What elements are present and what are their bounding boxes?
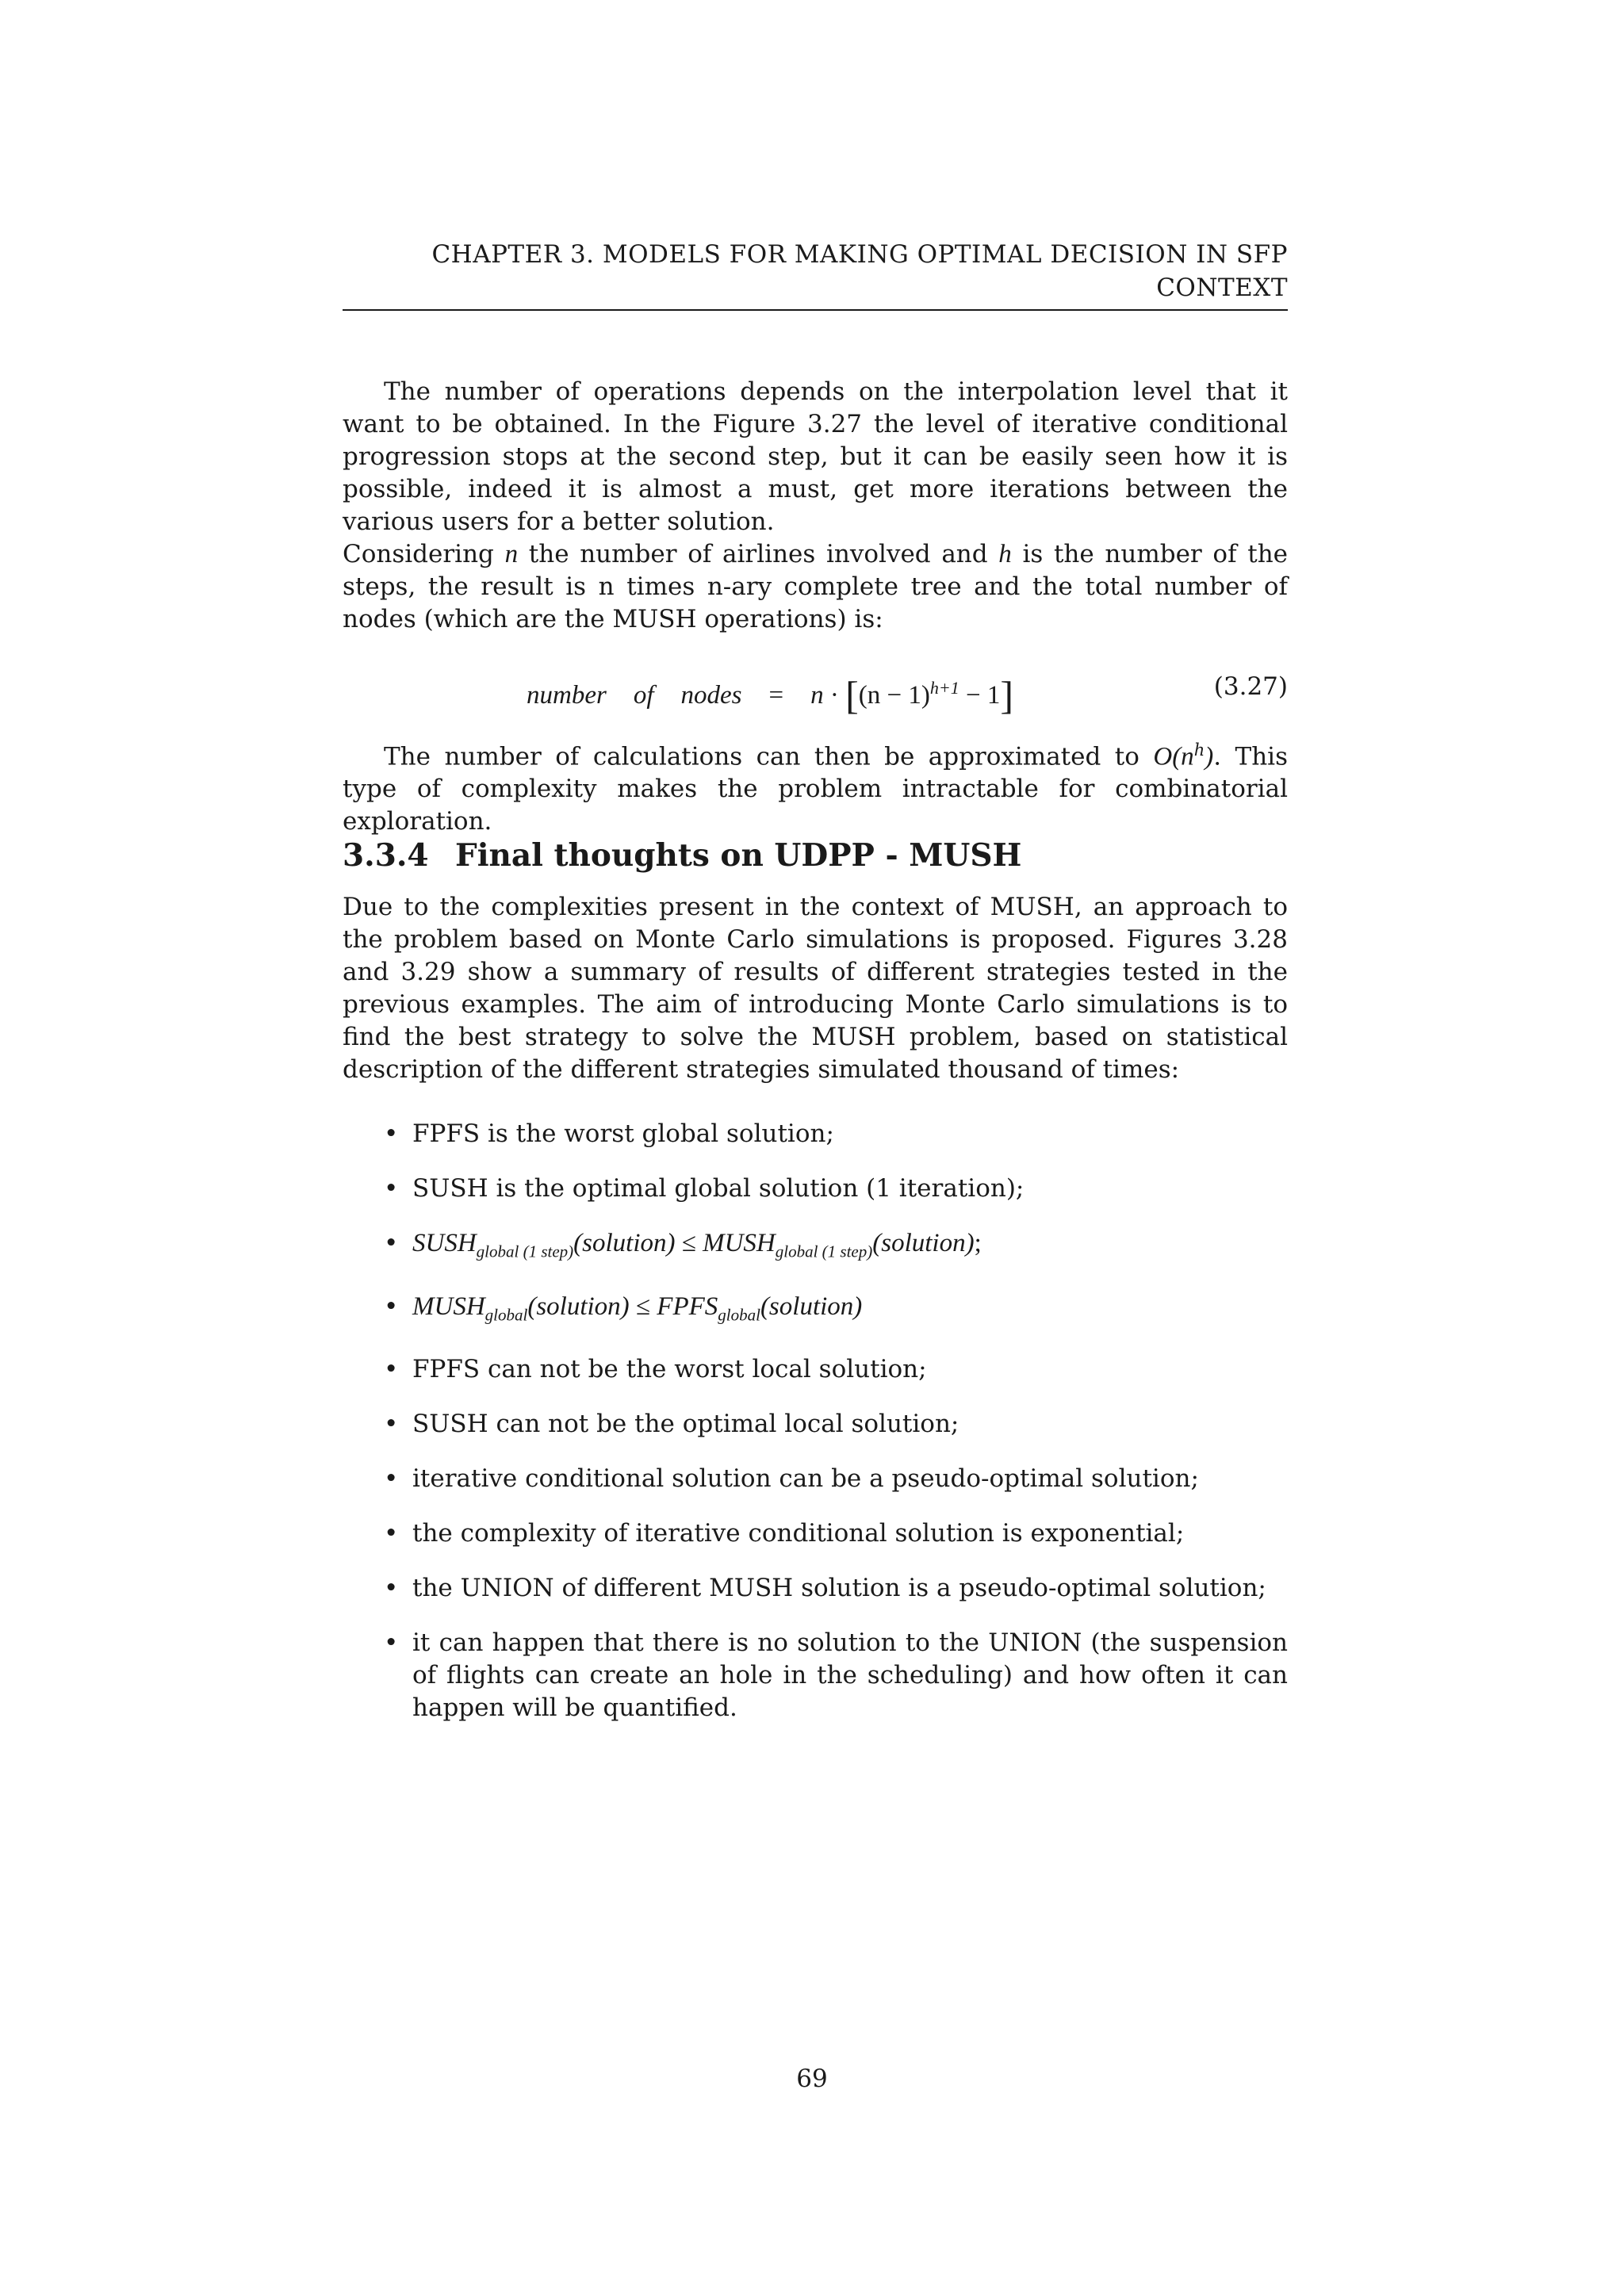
results-bullet-list bbox=[343, 1118, 1288, 1747]
equation-body bbox=[527, 672, 1013, 718]
math-subscript: global (1 step) bbox=[775, 1242, 873, 1261]
math-operator: ≤ bbox=[629, 1292, 657, 1321]
p3-text-a: The number of calculations can then be approximated to bbox=[384, 742, 1154, 771]
eq-dot: · bbox=[829, 681, 839, 710]
eq-equals: = bbox=[768, 681, 784, 710]
bullet-dot-icon: • bbox=[384, 1628, 399, 1658]
list-item bbox=[343, 1463, 1288, 1495]
math-argument: (solution) bbox=[573, 1229, 676, 1257]
bullet-text: the UNION of different MUSH solution is a pseudo-optimal solution; bbox=[412, 1574, 1266, 1603]
math-subscript: global bbox=[718, 1305, 760, 1325]
eq-right-bracket: ] bbox=[1000, 673, 1014, 718]
list-item bbox=[343, 1408, 1288, 1441]
eq-lhs-word-2: of bbox=[633, 681, 654, 710]
math-argument: (solution) bbox=[872, 1229, 975, 1257]
math-term: MUSH bbox=[412, 1292, 485, 1321]
list-item bbox=[343, 1227, 1288, 1269]
math-argument: (solution) bbox=[527, 1292, 630, 1321]
math-term: FPFS bbox=[657, 1292, 718, 1321]
eq-tail: − 1 bbox=[959, 681, 1001, 710]
bullet-text: the complexity of iterative conditional solution is exponential; bbox=[412, 1519, 1185, 1548]
p3-close: ) bbox=[1205, 742, 1214, 771]
p2-text-a: Considering bbox=[343, 540, 505, 568]
bullet-text: FPFS can not be the worst local solution; bbox=[412, 1355, 927, 1384]
math-subscript: global bbox=[485, 1305, 528, 1325]
math-term: SUSH bbox=[412, 1229, 477, 1257]
bullet-dot-icon: • bbox=[384, 1355, 399, 1384]
bullet-dot-icon: • bbox=[384, 1229, 399, 1257]
bullet-text: it can happen that there is no solution to the UNION (the suspension of flights can create an hole in the scheduling) and how often it can happen will be quantified. bbox=[412, 1628, 1288, 1723]
bullet-text: SUSH can not be the optimal local solution; bbox=[412, 1410, 959, 1439]
bullet-dot-icon: • bbox=[384, 1574, 399, 1603]
section-title: Final thoughts on UDPP - MUSH bbox=[455, 837, 1022, 874]
list-item bbox=[343, 1517, 1288, 1550]
bullet-math-mush-vs-fpfs bbox=[412, 1292, 863, 1325]
paragraph-considering bbox=[343, 538, 1288, 636]
page-number: 69 bbox=[796, 2064, 828, 2093]
list-item bbox=[343, 1572, 1288, 1605]
p2-var-h: h bbox=[998, 540, 1012, 568]
p2-var-n: n bbox=[504, 540, 519, 568]
eq-exponent: h+1 bbox=[929, 678, 959, 698]
paragraph-monte-carlo: Due to the complexities present in the context of MUSH, an approach to the problem based on Monte Carlo simulations is proposed. Figures 3.28 and 3.29 show a summary of results of different strategies tested in the previous examples. The aim of introducing Monte Carlo simulations is to find the best strategy to solve the MUSH problem, based on statistical description of the different strategies simulated thousand of times: bbox=[343, 893, 1288, 1084]
section-number: 3.3.4 bbox=[343, 837, 429, 874]
eq-lhs-word-3: nodes bbox=[680, 681, 742, 710]
eq-n: n bbox=[810, 681, 824, 710]
eq-lhs-word-1: number bbox=[527, 681, 607, 710]
list-item bbox=[343, 1291, 1288, 1332]
p3-big-o: O(n bbox=[1153, 742, 1194, 771]
math-operator: ≤ bbox=[675, 1229, 703, 1257]
p3-exponent: h bbox=[1193, 740, 1205, 760]
section-heading bbox=[343, 837, 1021, 874]
p3-text-b: . This type of complexity makes the problem intractable for combinatorial exploration. bbox=[343, 742, 1288, 836]
list-item bbox=[343, 1173, 1288, 1205]
equation-3-27 bbox=[343, 663, 1288, 718]
math-terminator: ; bbox=[974, 1229, 982, 1257]
bullet-dot-icon: • bbox=[384, 1410, 399, 1439]
paragraph-operations: The number of operations depends on the interpolation level that it want to be obtained. In the Figure 3.27 the level of iterative conditional progression stops at the second step, but it can be easily seen how it is possible, indeed it is almost a must, get more iterations between the various users for a better solution. bbox=[343, 377, 1288, 536]
list-item bbox=[343, 1353, 1288, 1386]
p2-text-c: is the number of the steps, the result is n times n-ary complete tree and the total number of nodes (which are the MUSH operations) is: bbox=[343, 540, 1289, 633]
math-term: MUSH bbox=[703, 1229, 776, 1257]
list-item bbox=[343, 1627, 1288, 1724]
p2-text-b: the number of airlines involved and bbox=[518, 540, 999, 568]
bullet-text: iterative conditional solution can be a pseudo-optimal solution; bbox=[412, 1464, 1199, 1494]
running-header-line1: CHAPTER 3. MODELS FOR MAKING OPTIMAL DECISION IN SFP bbox=[431, 240, 1288, 269]
bullet-dot-icon: • bbox=[384, 1174, 399, 1203]
equation-number: (3.27) bbox=[1213, 672, 1288, 701]
eq-inner: (n − 1) bbox=[858, 681, 930, 710]
bullet-text: FPFS is the worst global solution; bbox=[412, 1119, 834, 1148]
math-argument: (solution) bbox=[760, 1292, 863, 1321]
bullet-text: SUSH is the optimal global solution (1 iteration); bbox=[412, 1174, 1025, 1203]
bullet-dot-icon: • bbox=[384, 1119, 399, 1148]
running-header bbox=[343, 238, 1288, 311]
bullet-math-sush-vs-mush bbox=[412, 1229, 982, 1261]
list-item bbox=[343, 1118, 1288, 1150]
bullet-dot-icon: • bbox=[384, 1519, 399, 1548]
running-header-line2: CONTEXT bbox=[1156, 274, 1288, 302]
eq-left-bracket: [ bbox=[845, 673, 859, 718]
math-subscript: global (1 step) bbox=[476, 1242, 574, 1261]
bullet-dot-icon: • bbox=[384, 1292, 399, 1321]
paragraph-calculations bbox=[343, 734, 1288, 838]
bullet-dot-icon: • bbox=[384, 1464, 399, 1494]
